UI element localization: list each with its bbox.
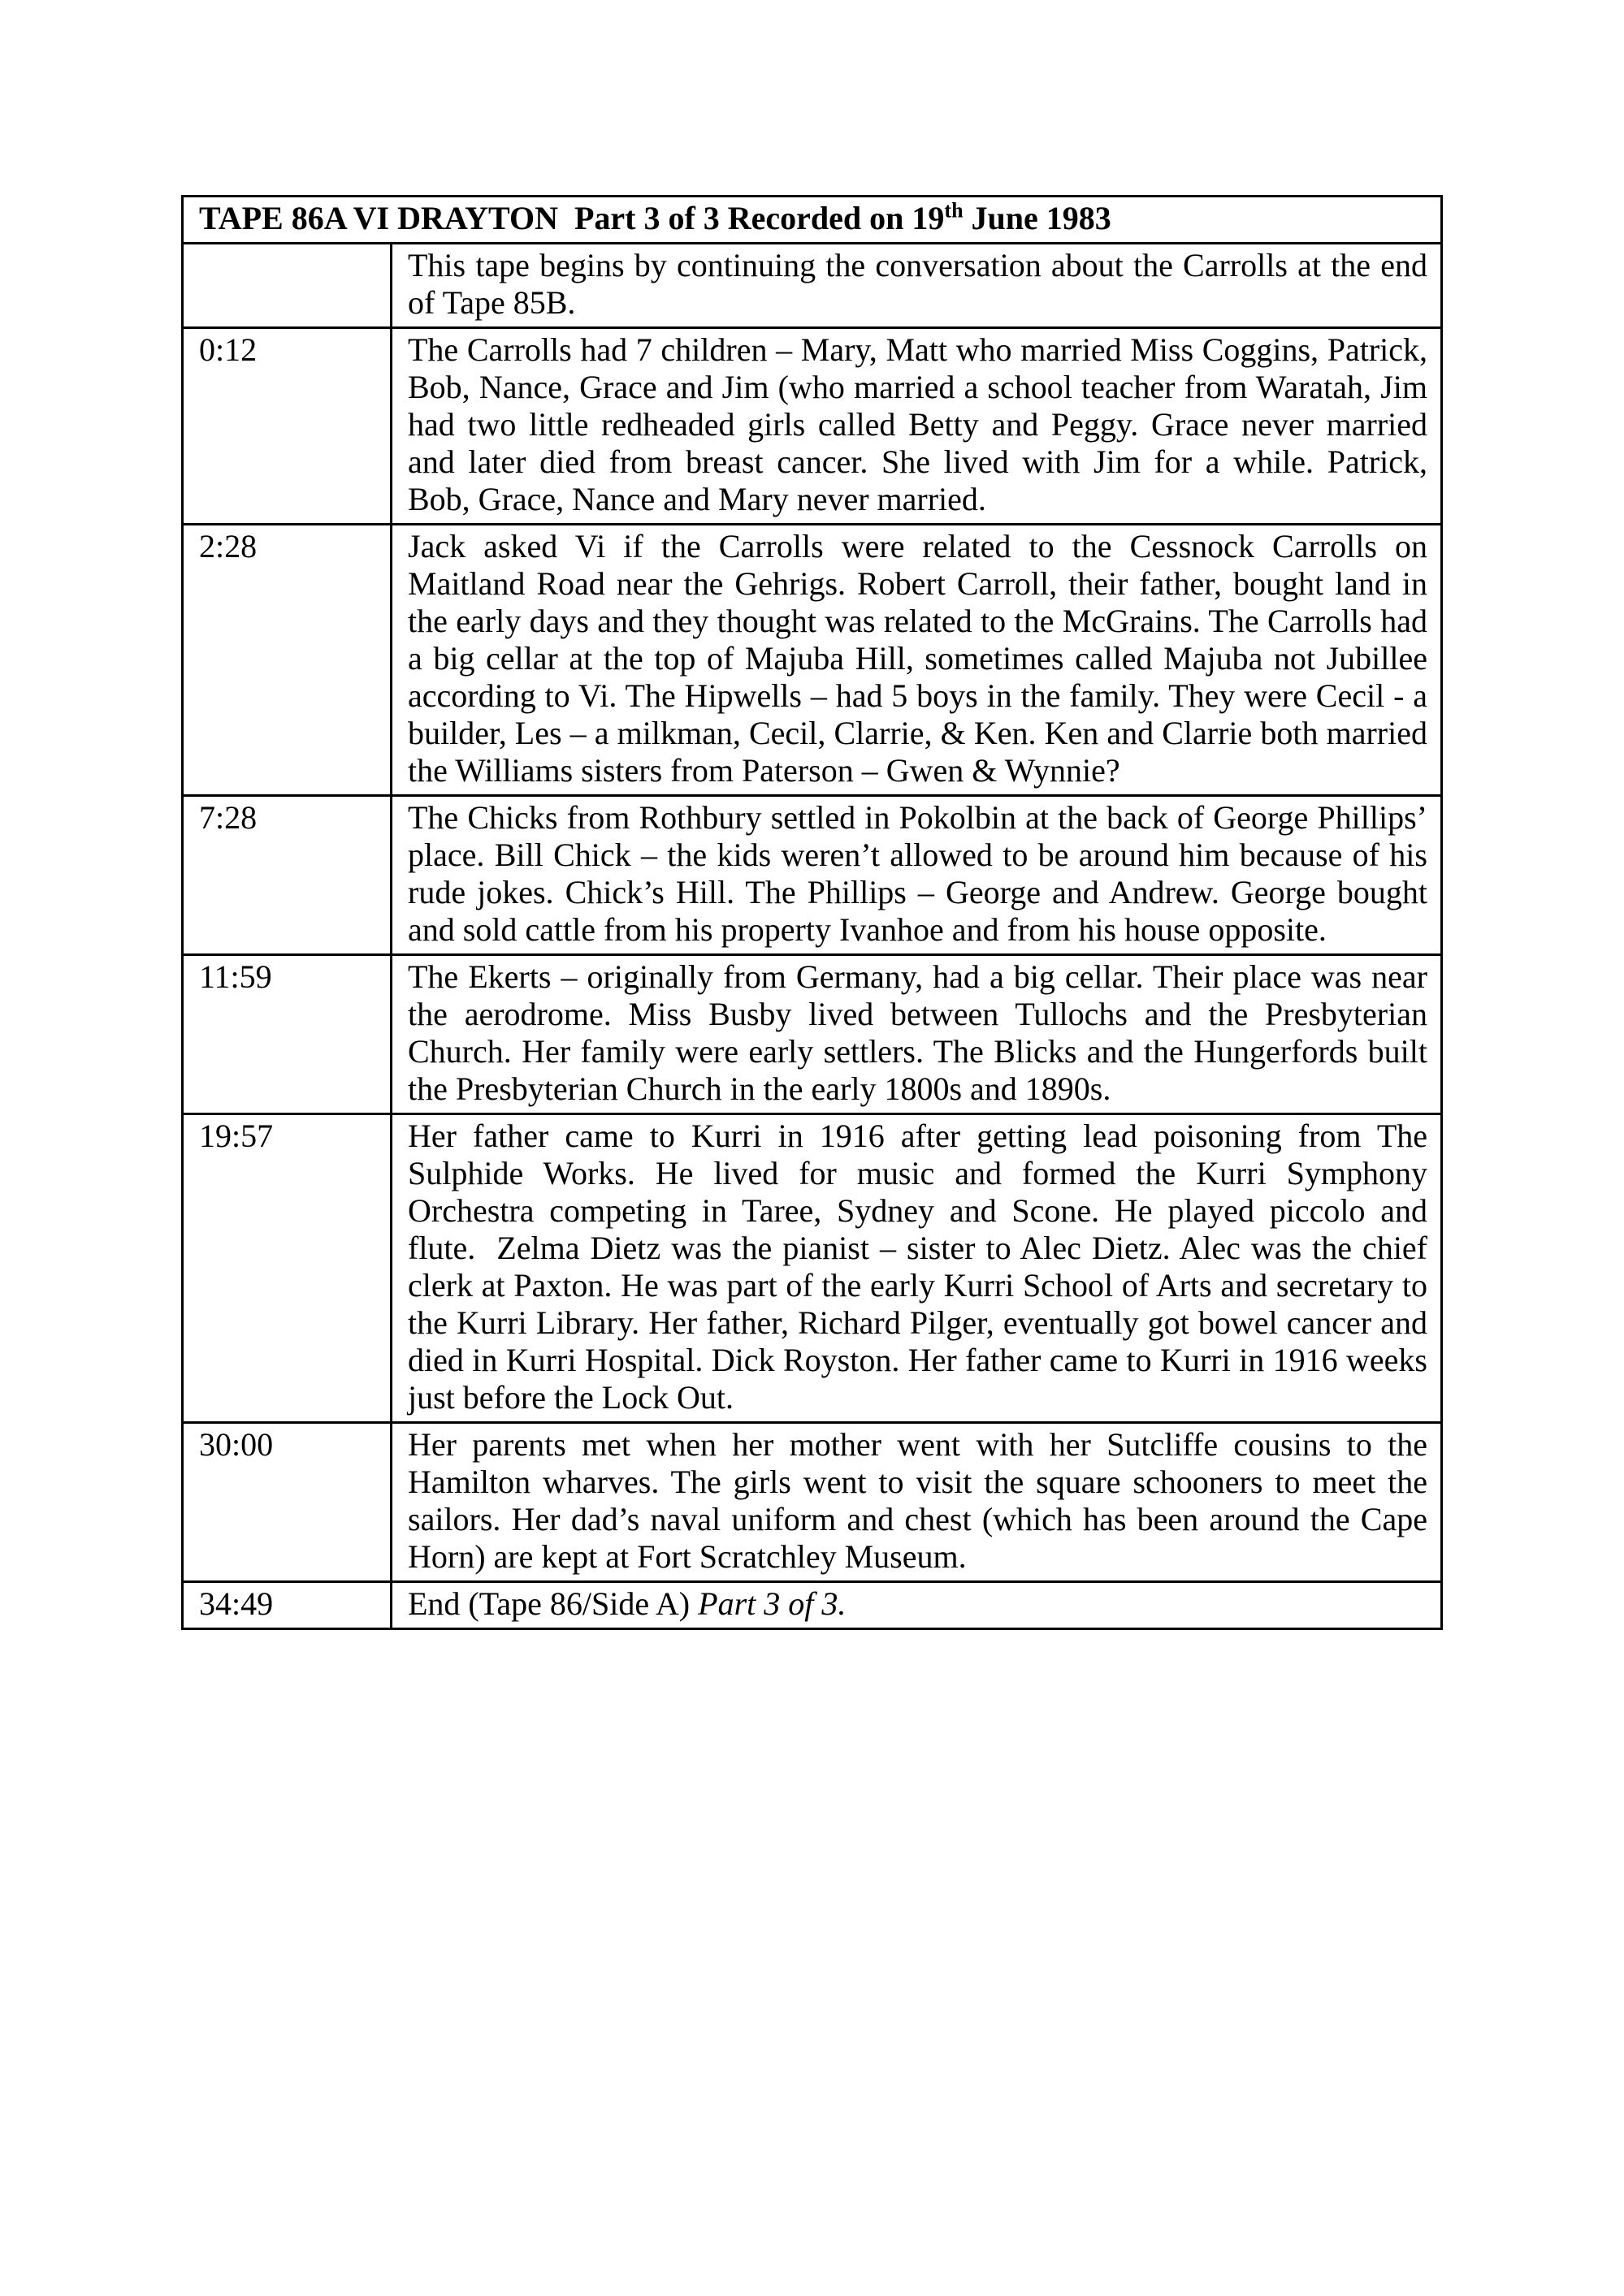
table-row [183,1423,1442,1582]
timestamp-cell: 2:28 [183,525,392,796]
transcript-table [181,195,1443,1630]
timestamp-cell: 11:59 [183,955,392,1114]
content-cell: The Carrolls had 7 children – Mary, Matt who married Miss Coggins, Patrick, Bob, Nance, Grace and Jim (who married a school teacher from Waratah, Jim had two little redheaded girls called Betty and Peggy. Grace never married and later died from breast cancer. She lived with Jim for a while. Patrick, Bob, Grace, Nance and Mary never married. [392,328,1442,525]
table-row [183,1582,1442,1629]
timestamp-cell: 30:00 [183,1423,392,1582]
table-title-suffix: June 1983 [963,200,1111,236]
timestamp-cell [183,244,392,328]
content-cell: This tape begins by continuing the conversation about the Carrolls at the end of Tape 85B. [392,244,1442,328]
content-cell: Jack asked Vi if the Carrolls were related to the Cessnock Carrolls on Maitland Road near the Gehrigs. Robert Carroll, their father, bought land in the early days and they thought was related to the McGrains. The Carrolls had a big cellar at the top of Majuba Hill, sometimes called Majuba not Jubillee according to Vi. The Hipwells – had 5 boys in the family. They were Cecil - a builder, Les – a milkman, Cecil, Clarrie, & Ken. Ken and Clarrie both married the Williams sisters from Paterson – Gwen & Wynnie? [392,525,1442,796]
table-row [183,955,1442,1114]
table-row [183,328,1442,525]
timestamp-cell: 34:49 [183,1582,392,1629]
content-cell: Her father came to Kurri in 1916 after getting lead poisoning from The Sulphide Works. He lived for music and formed the Kurri Symphony Orchestra competing in Taree, Sydney and Scone. He played piccolo and flute. Zelma Dietz was the pianist – sister to Alec Dietz. Alec was the chief clerk at Paxton. He was part of the early Kurri School of Arts and secretary to the Kurri Library. Her father, Richard Pilger, eventually got bowel cancer and died in Kurri Hospital. Dick Royston. Her father came to Kurri in 1916 weeks just before the Lock Out. [392,1114,1442,1423]
end-note-italic: Part 3 of 3. [698,1585,847,1622]
content-cell: The Ekerts – originally from Germany, had a big cellar. Their place was near the aerodrome. Miss Busby lived between Tullochs and the Presbyterian Church. Her family were early settlers. The Blicks and the Hungerfords built the Presbyterian Church in the early 1800s and 1890s. [392,955,1442,1114]
table-header-row [183,197,1442,244]
content-cell [392,1582,1442,1629]
timestamp-cell: 7:28 [183,796,392,955]
table-row [183,1114,1442,1423]
table-title-prefix: TAPE 86A VI DRAYTON Part 3 of 3 Recorded on 19 [199,200,945,236]
timestamp-cell: 19:57 [183,1114,392,1423]
table-row [183,244,1442,328]
table-title [183,197,1442,244]
end-note-text: End (Tape 86/Side A) [408,1585,699,1622]
timestamp-cell: 0:12 [183,328,392,525]
table-row [183,525,1442,796]
table-row [183,796,1442,955]
ordinal-superscript: th [944,198,964,223]
content-cell: The Chicks from Rothbury settled in Pokolbin at the back of George Phillips’ place. Bill Chick – the kids weren’t allowed to be around him because of his rude jokes. Chick’s Hill. The Phillips – George and Andrew. George bought and sold cattle from his property Ivanhoe and from his house opposite. [392,796,1442,955]
content-cell: Her parents met when her mother went with her Sutcliffe cousins to the Hamilton wharves. The girls went to visit the square schooners to meet the sailors. Her dad’s naval uniform and chest (which has been around the Cape Horn) are kept at Fort Scratchley Museum. [392,1423,1442,1582]
